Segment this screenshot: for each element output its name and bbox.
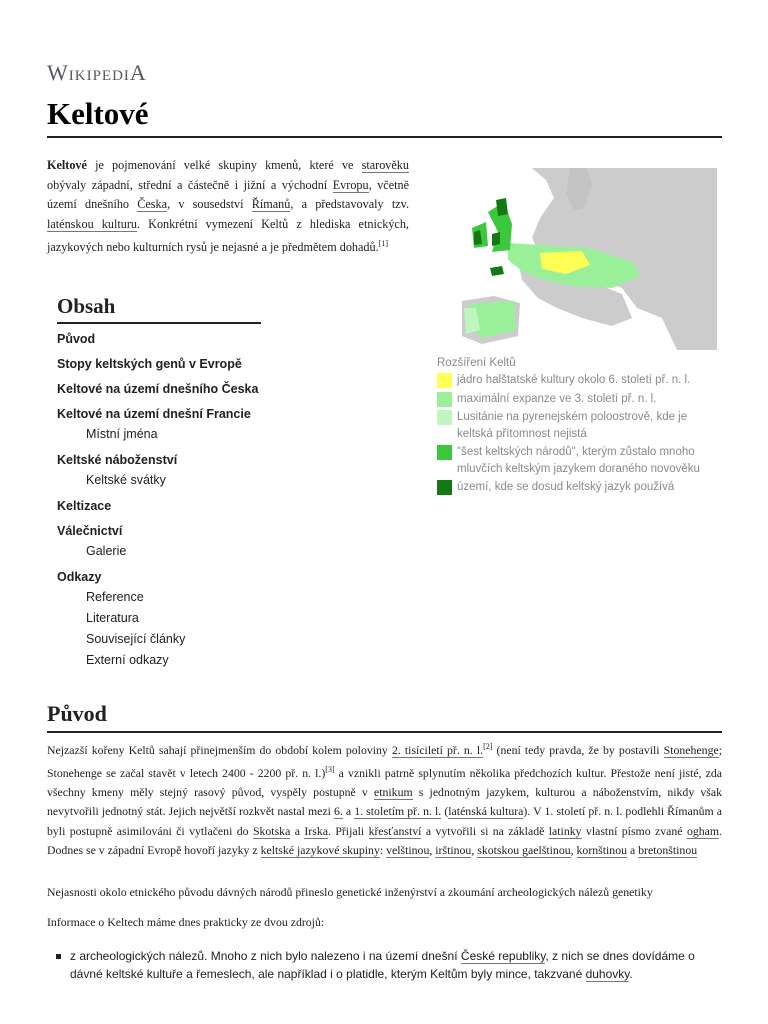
link-krestanstvi[interactable]: křesťanství bbox=[368, 823, 422, 838]
para-text: a bbox=[627, 842, 639, 857]
wordmark-first: W bbox=[47, 60, 69, 85]
legend-text: "šest keltských národů", kterým zůstalo mnoho mluvčích keltským jazykem doraného novověku bbox=[457, 446, 700, 475]
wordmark-last: A bbox=[129, 60, 147, 85]
toc-item-keltove-cesko[interactable]: Keltové na území dnešního Česka bbox=[57, 382, 259, 396]
link-rimane[interactable]: Římanů bbox=[251, 197, 291, 211]
link-skotska-gaelstina[interactable]: skotskou gaelštinou bbox=[477, 842, 571, 857]
legend-text: území, kde se dosud keltský jazyk používá bbox=[457, 481, 675, 493]
link-latenska-kultura-2[interactable]: laténská kultura bbox=[448, 804, 524, 819]
toc-item-reference[interactable]: Reference bbox=[86, 590, 144, 604]
legend-item bbox=[437, 444, 722, 477]
section-divider bbox=[47, 731, 722, 733]
link-latinka[interactable]: latinky bbox=[548, 823, 582, 838]
toc-title: Obsah bbox=[57, 294, 116, 318]
link-keltske-jazyky[interactable]: keltské jazykové skupiny bbox=[260, 842, 380, 857]
para-text: , bbox=[429, 842, 436, 857]
para-text: s jednotným jazykem, kulturou a náboženstvím, nikdy však nevytvořili jednotný stát. Jejich největší rozkvět nastal mezi bbox=[47, 785, 722, 819]
legend-text: Lusitánie na pyrenejském poloostrově, kde je keltská přítomnost nejistá bbox=[457, 411, 688, 440]
link-bretonstina[interactable]: bretonštinou bbox=[638, 842, 698, 857]
reference-1[interactable]: [1] bbox=[378, 239, 388, 248]
list-item bbox=[56, 947, 722, 983]
para-text: ). V 1. století př. n. l. podlehli Římanům a byli postupně asimilováni či vytlačeni do bbox=[47, 804, 723, 838]
toc-item-externi-odkazy[interactable]: Externí odkazy bbox=[86, 653, 169, 667]
toc-item-valecnictvi[interactable]: Válečnictví bbox=[57, 524, 123, 538]
toc-item-keltizace[interactable]: Keltizace bbox=[57, 499, 112, 513]
legend-text: jádro halštatské kultury okolo 6. století př. n. l. bbox=[457, 374, 691, 386]
toc-item-galerie[interactable]: Galerie bbox=[86, 544, 127, 558]
toc-item-stopy-genu[interactable]: Stopy keltských genů v Evropě bbox=[57, 357, 242, 371]
map-wales bbox=[492, 232, 500, 246]
title-divider bbox=[47, 136, 722, 138]
para-text: ( bbox=[441, 804, 449, 819]
para-text: : bbox=[379, 842, 387, 857]
legend-item bbox=[437, 479, 722, 496]
list-text: . bbox=[629, 967, 633, 981]
para-text: vlastní písmo zvané bbox=[581, 823, 687, 838]
legend-swatch bbox=[437, 410, 452, 425]
legend-swatch bbox=[437, 480, 452, 495]
para-text: a bbox=[342, 804, 355, 819]
bullet-icon bbox=[56, 954, 61, 959]
legend-text: maximální expanze ve 3. století př. n. l. bbox=[457, 392, 657, 405]
map-caption: Rozšíření Keltů bbox=[437, 357, 516, 369]
link-etnikum[interactable]: etnikum bbox=[373, 785, 413, 800]
intro-text: je pojmenování velké skupiny kmenů, které ve bbox=[86, 158, 362, 172]
toc-item-souvisejici[interactable]: Související články bbox=[86, 632, 186, 646]
reference-2[interactable]: [2] bbox=[483, 742, 493, 751]
toc-item-puvod[interactable]: Původ bbox=[57, 332, 96, 346]
table-of-contents bbox=[57, 330, 387, 671]
link-cesko[interactable]: Česka bbox=[137, 197, 168, 211]
link-duhovky[interactable]: duhovky bbox=[585, 967, 630, 981]
map-scotland bbox=[496, 198, 508, 216]
para-text: Nejzazší kořeny Keltů sahají přinejmenším do období kolem poloviny bbox=[47, 742, 392, 757]
para-text: ; Stonehenge se začal stavět v letech 2400 - 2200 př. n. l.) bbox=[47, 742, 722, 781]
intro-text: , a představovaly tzv. bbox=[290, 197, 409, 211]
link-6-stoleti[interactable]: 6. bbox=[334, 804, 343, 819]
link-latenska-kultura[interactable]: laténskou kulturu bbox=[47, 216, 138, 231]
link-1-stoleti[interactable]: 1. stoletím př. n. l. bbox=[354, 804, 442, 819]
section-paragraph: Informace o Keltech máme dnes prakticky ze dvou zdrojů: bbox=[47, 915, 325, 929]
legend-swatch bbox=[437, 392, 452, 407]
toc-item-svatky[interactable]: Keltské svátky bbox=[86, 473, 166, 487]
link-kornstina[interactable]: kornštinou bbox=[576, 842, 627, 857]
toc-item-nabozenstvi[interactable]: Keltské náboženství bbox=[57, 453, 178, 467]
intro-lead: Keltové bbox=[47, 158, 87, 172]
para-text: (není tedy pravda, že by postavili bbox=[492, 742, 664, 757]
list-text: z archeologických nálezů. Mnoho z nich bylo nalezeno i na území dnešní bbox=[70, 949, 461, 963]
wikipedia-wordmark[interactable] bbox=[47, 60, 147, 86]
intro-text: . Konkrétní vymezení Keltů z hlediska etnických, jazykových nebo kulturních rysů je nejasné a je předmětem dohadů. bbox=[47, 216, 409, 255]
link-stonehenge[interactable]: Stonehenge bbox=[663, 742, 719, 757]
list-text: , z nich se dnes dovídáme o dávné keltské kultuře a řemeslech, ale například i o platidle, kterým Keltům byly mince, takzvané bbox=[70, 949, 695, 981]
legend-item bbox=[437, 372, 722, 389]
link-velstina[interactable]: velštinou bbox=[386, 842, 430, 857]
link-irsko[interactable]: Irska bbox=[304, 823, 328, 838]
para-text: , bbox=[471, 842, 478, 857]
para-text: . Přijali bbox=[327, 823, 369, 838]
toc-item-keltove-francie[interactable]: Keltové na území dnešní Francie bbox=[57, 407, 251, 421]
celts-map-image[interactable] bbox=[462, 168, 717, 350]
para-text: , bbox=[570, 842, 577, 857]
section-paragraph: Nejasnosti okolo etnického původu dávných národů přineslo genetické inženýrství a zkoumání archeologických nálezů genetiky bbox=[47, 885, 653, 899]
sources-list bbox=[56, 947, 722, 983]
para-text: a vytvořili si na základě bbox=[421, 823, 549, 838]
section-paragraph bbox=[47, 737, 722, 860]
wordmark-middle: ikipedi bbox=[68, 60, 130, 85]
link-starovek[interactable]: starověku bbox=[361, 158, 409, 172]
intro-paragraph bbox=[47, 156, 409, 258]
reference-3[interactable]: [3] bbox=[325, 765, 335, 775]
link-irstina[interactable]: irštinou bbox=[435, 842, 472, 857]
intro-text: , v sousedství bbox=[167, 197, 252, 211]
map-legend bbox=[437, 372, 722, 498]
intro-text: obývaly západní, střední a částečně i jižní a východní bbox=[47, 177, 333, 192]
legend-item bbox=[437, 391, 722, 408]
link-skotsko[interactable]: Skotska bbox=[252, 823, 291, 838]
para-text: a vznikli patrně splynutím několika předchozích kultur. Přestože není jisté, zda všechny kmeny měly stejný rasový původ, vyspěly postupně v bbox=[47, 766, 722, 800]
legend-item bbox=[437, 409, 722, 442]
para-text: a bbox=[290, 823, 305, 838]
link-evropa[interactable]: Evropu bbox=[332, 177, 369, 192]
toc-item-odkazy[interactable]: Odkazy bbox=[57, 570, 102, 584]
legend-swatch bbox=[437, 445, 452, 460]
link-2-tisicileti[interactable]: 2. tisíciletí př. n. l. bbox=[391, 742, 484, 757]
link-ceska-republika[interactable]: České republiky bbox=[460, 949, 546, 963]
section-heading-puvod: Původ bbox=[47, 701, 107, 726]
legend-swatch bbox=[437, 373, 452, 388]
intro-text: , včetně území dnešního bbox=[47, 177, 409, 211]
toc-item-mistni-jmena[interactable]: Místní jména bbox=[86, 427, 158, 441]
toc-item-literatura[interactable]: Literatura bbox=[86, 611, 139, 625]
link-ogham[interactable]: ogham bbox=[686, 823, 720, 838]
page-title: Keltové bbox=[47, 96, 149, 131]
toc-divider bbox=[57, 322, 261, 324]
para-text: . Dodnes se v západní Evropě hovoří jazyky z bbox=[47, 823, 722, 857]
